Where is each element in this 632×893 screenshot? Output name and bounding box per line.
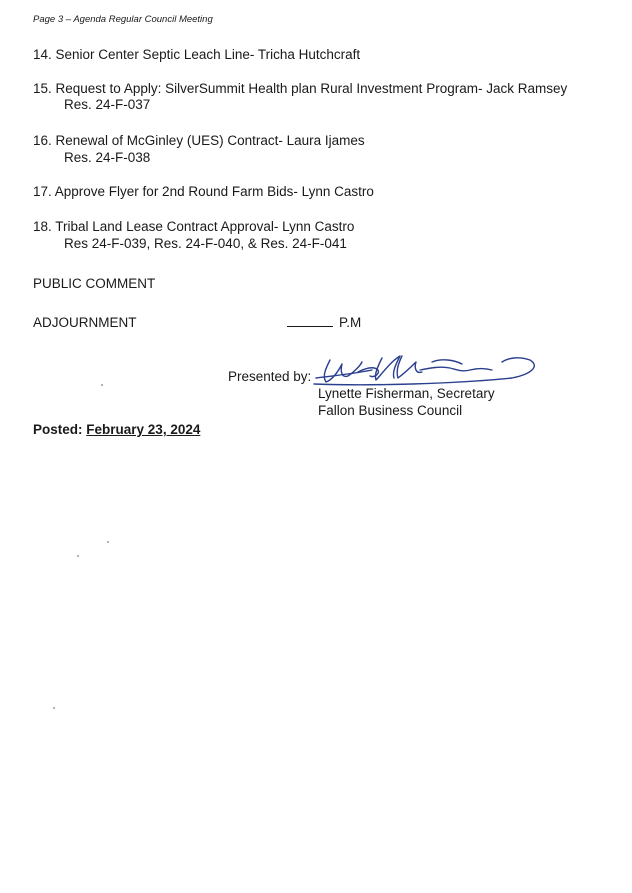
- agenda-item-15-resolution: Res. 24-F-037: [64, 97, 151, 112]
- agenda-item-16-resolution: Res. 24-F-038: [64, 150, 151, 165]
- posted-label: Posted:: [33, 422, 83, 437]
- adjournment-time-blank: [287, 316, 333, 327]
- agenda-item-17: 17. Approve Flyer for 2nd Round Farm Bids- Lynn Castro: [33, 184, 374, 199]
- scan-speck: [77, 555, 79, 557]
- agenda-item-14: 14. Senior Center Septic Leach Line- Tricha Hutchcraft: [33, 47, 361, 62]
- page-header: Page 3 – Agenda Regular Council Meeting: [33, 14, 213, 25]
- adjournment-time: [287, 315, 361, 330]
- adjournment-heading: ADJOURNMENT: [33, 315, 137, 330]
- scan-speck: [53, 707, 55, 709]
- posted-date: February 23, 2024: [86, 422, 201, 437]
- handwritten-signature: [312, 350, 540, 390]
- agenda-item-18: 18. Tribal Land Lease Contract Approval- Lynn Castro: [33, 219, 355, 234]
- adjournment-time-unit: P.M: [339, 315, 362, 330]
- scan-speck: [107, 541, 109, 543]
- agenda-item-16: 16. Renewal of McGinley (UES) Contract- Laura Ijames: [33, 133, 365, 148]
- public-comment-heading: PUBLIC COMMENT: [33, 276, 156, 291]
- scan-speck: [101, 384, 103, 386]
- signatory-name: Lynette Fisherman, Secretary: [318, 386, 495, 401]
- agenda-item-15: 15. Request to Apply: SilverSummit Health plan Rural Investment Program- Jack Ramsey: [33, 81, 568, 96]
- signatory-organization: Fallon Business Council: [318, 403, 463, 418]
- presented-by-label: Presented by:: [228, 369, 312, 384]
- agenda-item-18-resolution: Res 24-F-039, Res. 24-F-040, & Res. 24-F-041: [64, 236, 347, 251]
- posted-line: [33, 422, 200, 437]
